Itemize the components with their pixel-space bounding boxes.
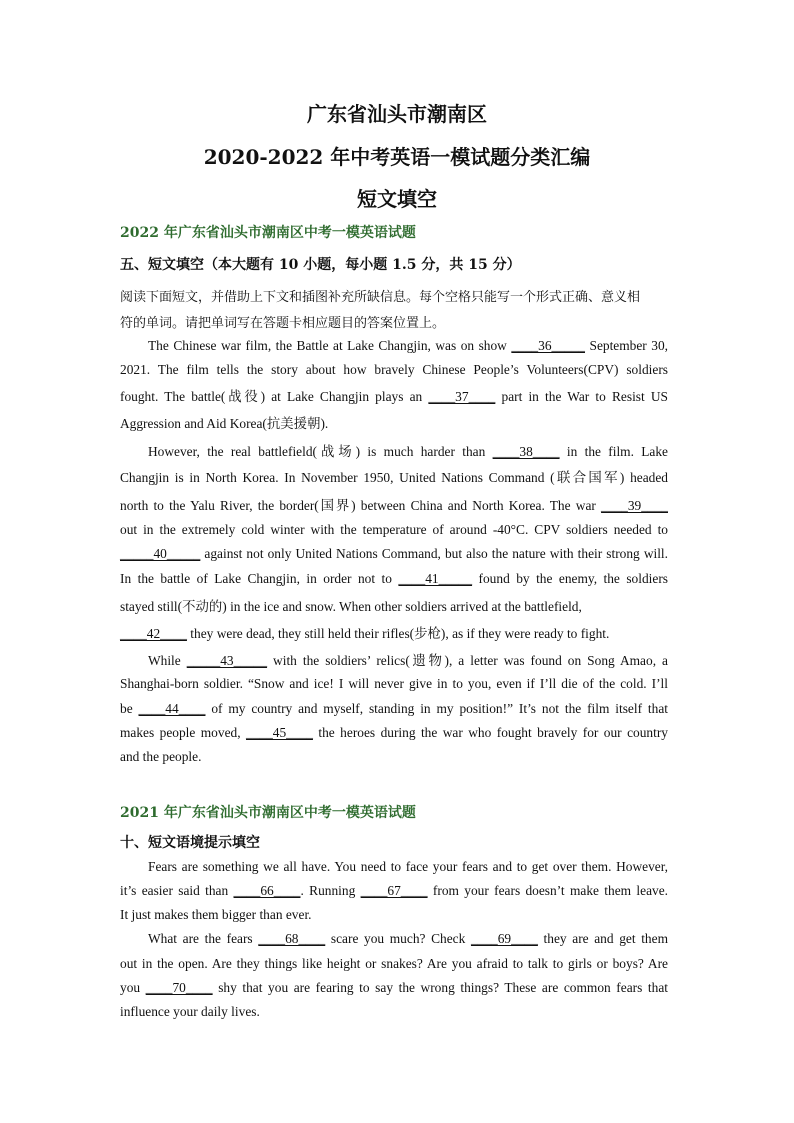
passage-text: What are the fears [148, 931, 259, 946]
passage-text: makes people moved, [120, 725, 246, 740]
blank-37: ____37____ [428, 389, 496, 404]
part-heading-2021: 十、短文语境提示填空 [120, 835, 260, 851]
passage-line: influence your daily lives. [120, 1004, 260, 1019]
blank-42: ____42____ [120, 626, 187, 641]
passage-text: scare you much? Check [325, 931, 471, 946]
passage-text: in the film. Lake [559, 444, 669, 459]
passage-text: they were dead, they still held their rifles(步枪), as if they were ready to fight. [186, 626, 610, 641]
passage-line: out in the open. Are they things like height or snakes? Are you afraid to talk to girls or boys? Are [120, 956, 668, 971]
blank-66: ____66____ [233, 883, 301, 898]
passage-text: found by the enemy, the soldiers [472, 571, 668, 586]
passage-text: you [120, 980, 146, 995]
blank-39: ____39____ [601, 498, 668, 513]
blank-45: ____45____ [246, 725, 313, 740]
passage-line [120, 571, 668, 587]
passage-text: against not only United Nations Command, but also the nature with their strong will. [200, 546, 668, 561]
passage-text: of my country and myself, standing in my position!” It’s not the film itself that [205, 701, 668, 716]
passage-line: It just makes them bigger than ever. [120, 907, 312, 922]
passage-line [120, 883, 668, 899]
passage-text: . Running [300, 883, 361, 898]
section-heading-2022: 2022 年广东省汕头市潮南区中考一模英语试题 [120, 225, 416, 241]
passage-line [148, 338, 668, 354]
passage-line [120, 725, 668, 741]
passage-line: Changjin is in North Korea. In November 1950, United Nations Command (联合国军) headed [120, 470, 668, 485]
passage-line: and the people. [120, 749, 202, 764]
blank-68: ____68____ [258, 931, 326, 946]
passage-text: While [148, 653, 187, 668]
passage-line [148, 650, 668, 669]
blank-38: ____38____ [492, 444, 560, 459]
passage-line: Fears are something we all have. You need to face your fears and to get over them. However, [148, 859, 668, 874]
passage-text: part in the War to Resist US [495, 389, 668, 404]
passage-line [120, 980, 668, 996]
passage-text: with the soldiers’ relics(遗物), a letter was found on Song Amao, a [267, 653, 668, 668]
instruction-line-1: 阅读下面短文，并借助上下文和插图补充所缺信息。每个空格只能写一个形式正确、意义相 [120, 290, 641, 305]
passage-text: north to the Yalu River, the border(国界) between China and North Korea. The war [120, 498, 602, 513]
blank-43: _____43_____ [186, 653, 268, 668]
passage-text: fought. The battle(战役) at Lake Changjin plays an [120, 389, 429, 404]
passage-line [120, 386, 668, 405]
passage-text: be [120, 701, 139, 716]
passage-text: September 30, [585, 338, 668, 353]
document-title-topic: 短文填空 [357, 187, 437, 211]
blank-41: ____41_____ [398, 571, 473, 586]
section-heading-2021: 2021 年广东省汕头市潮南区中考一模英语试题 [120, 805, 416, 821]
part-heading-2022: 五、短文填空（本大题有 10 小题，每小题 1.5 分，共 15 分） [120, 257, 521, 273]
passage-line: 2021. The film tells the story about how bravely Chinese People’s Volunteers(CPV) soldiers [120, 362, 668, 377]
blank-40: _____40_____ [120, 546, 201, 561]
passage-text: from your fears doesn’t make them leave. [427, 883, 669, 898]
blank-67: ____67____ [360, 883, 428, 898]
passage-line [148, 931, 668, 947]
instruction-line-2: 符的单词。请把单词写在答题卡相应题目的答案位置上。 [120, 316, 446, 331]
passage-line [120, 623, 668, 642]
passage-line: out in the extremely cold winter with the temperature of around -40°C. CPV soldiers needed to [120, 522, 668, 537]
passage-line: stayed still(不动的) in the ice and snow. When other soldiers arrived at the battlefield, [120, 599, 582, 614]
passage-text: In the battle of Lake Changjin, in order not to [120, 571, 399, 586]
passage-text: The Chinese war film, the Battle at Lake Changjin, was on show [148, 338, 512, 353]
passage-line [120, 546, 668, 562]
blank-69: ____69____ [470, 931, 538, 946]
passage-line: Shanghai-born soldier. “Snow and ice! I will never give in to you, even if I’ll die of the cold. I’ll [120, 676, 668, 691]
document-title-region: 广东省汕头市潮南区 [307, 102, 487, 126]
passage-line [148, 441, 668, 460]
document-title-collection: 2020-2022 年中考英语一模试题分类汇编 [203, 145, 591, 169]
passage-text: they are and get them [537, 931, 668, 946]
passage-line [120, 495, 668, 514]
passage-line: Aggression and Aid Korea(抗美援朝). [120, 416, 329, 431]
blank-44: ____44____ [138, 701, 206, 716]
blank-70: ____70____ [145, 980, 213, 995]
passage-line [120, 701, 668, 717]
passage-text: it’s easier said than [120, 883, 234, 898]
passage-text: However, the real battlefield(战场) is much harder than [148, 444, 493, 459]
blank-36: ____36_____ [511, 338, 585, 353]
passage-text: the heroes during the war who fought bravely for our country [312, 725, 668, 740]
passage-text: shy that you are fearing to say the wrong things? These are common fears that [212, 980, 668, 995]
